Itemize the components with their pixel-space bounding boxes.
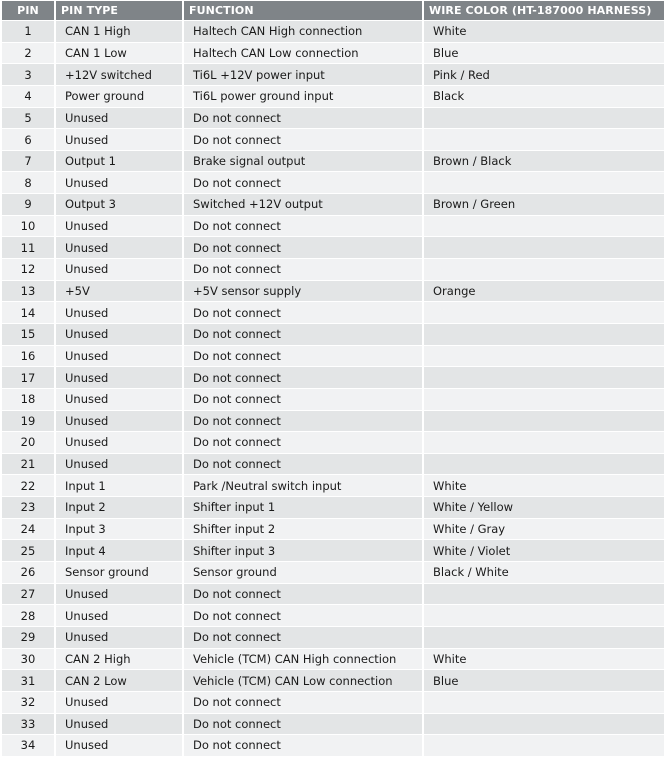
cell-pin-type: Unused bbox=[56, 735, 182, 756]
cell-function: Sensor ground bbox=[184, 562, 422, 583]
cell-pin: 3 bbox=[2, 64, 54, 85]
cell-pin-type: Unused bbox=[56, 367, 182, 388]
cell-pin: 8 bbox=[2, 172, 54, 193]
cell-function: Do not connect bbox=[184, 454, 422, 475]
cell-function: Vehicle (TCM) CAN High connection bbox=[184, 649, 422, 670]
cell-function: Do not connect bbox=[184, 714, 422, 735]
table-row bbox=[2, 389, 664, 410]
cell-function: Do not connect bbox=[184, 237, 422, 258]
cell-wire-color bbox=[424, 454, 664, 475]
cell-pin: 2 bbox=[2, 43, 54, 64]
cell-pin-type: Input 4 bbox=[56, 540, 182, 561]
cell-function: Do not connect bbox=[184, 605, 422, 626]
cell-wire-color bbox=[424, 714, 664, 735]
cell-pin: 18 bbox=[2, 389, 54, 410]
cell-function: Shifter input 3 bbox=[184, 540, 422, 561]
cell-function: Do not connect bbox=[184, 108, 422, 129]
cell-wire-color bbox=[424, 627, 664, 648]
cell-function: Do not connect bbox=[184, 172, 422, 193]
cell-pin: 26 bbox=[2, 562, 54, 583]
cell-wire-color bbox=[424, 324, 664, 345]
cell-wire-color: Brown / Black bbox=[424, 151, 664, 172]
cell-pin: 14 bbox=[2, 302, 54, 323]
cell-wire-color: White / Gray bbox=[424, 519, 664, 540]
cell-wire-color bbox=[424, 735, 664, 756]
cell-wire-color: Black bbox=[424, 86, 664, 107]
cell-pin: 1 bbox=[2, 21, 54, 42]
table-row bbox=[2, 540, 664, 561]
cell-wire-color bbox=[424, 259, 664, 280]
cell-pin: 11 bbox=[2, 237, 54, 258]
cell-function: Brake signal output bbox=[184, 151, 422, 172]
cell-pin-type: Unused bbox=[56, 692, 182, 713]
cell-wire-color bbox=[424, 346, 664, 367]
cell-pin-type: Unused bbox=[56, 584, 182, 605]
table-row bbox=[2, 497, 664, 518]
cell-pin: 16 bbox=[2, 346, 54, 367]
cell-wire-color: White bbox=[424, 649, 664, 670]
cell-pin: 12 bbox=[2, 259, 54, 280]
header-pin-type: PIN TYPE bbox=[56, 1, 182, 20]
table-row bbox=[2, 216, 664, 237]
cell-pin-type: Unused bbox=[56, 411, 182, 432]
cell-function: Do not connect bbox=[184, 692, 422, 713]
table-header bbox=[2, 1, 664, 20]
cell-pin: 22 bbox=[2, 475, 54, 496]
cell-pin-type: Sensor ground bbox=[56, 562, 182, 583]
cell-wire-color bbox=[424, 237, 664, 258]
cell-function: Do not connect bbox=[184, 346, 422, 367]
cell-wire-color bbox=[424, 411, 664, 432]
cell-wire-color: White / Violet bbox=[424, 540, 664, 561]
cell-function: Ti6L +12V power input bbox=[184, 64, 422, 85]
cell-function: Do not connect bbox=[184, 324, 422, 345]
table-row bbox=[2, 475, 664, 496]
cell-pin: 25 bbox=[2, 540, 54, 561]
cell-pin-type: Unused bbox=[56, 259, 182, 280]
table-row bbox=[2, 519, 664, 540]
cell-function: Haltech CAN Low connection bbox=[184, 43, 422, 64]
cell-pin: 28 bbox=[2, 605, 54, 626]
table-row bbox=[2, 562, 664, 583]
cell-pin-type: Unused bbox=[56, 324, 182, 345]
cell-pin-type: +12V switched bbox=[56, 64, 182, 85]
table-row bbox=[2, 605, 664, 626]
table-row bbox=[2, 324, 664, 345]
cell-wire-color bbox=[424, 172, 664, 193]
table-row bbox=[2, 237, 664, 258]
cell-function: Switched +12V output bbox=[184, 194, 422, 215]
cell-pin-type: Unused bbox=[56, 454, 182, 475]
cell-pin: 19 bbox=[2, 411, 54, 432]
table-row bbox=[2, 367, 664, 388]
table-row bbox=[2, 649, 664, 670]
cell-pin-type: Unused bbox=[56, 302, 182, 323]
cell-pin-type: CAN 2 High bbox=[56, 649, 182, 670]
cell-wire-color bbox=[424, 129, 664, 150]
cell-wire-color bbox=[424, 108, 664, 129]
cell-wire-color: Blue bbox=[424, 670, 664, 691]
cell-pin: 10 bbox=[2, 216, 54, 237]
table-row bbox=[2, 346, 664, 367]
table-row bbox=[2, 584, 664, 605]
cell-function: Do not connect bbox=[184, 367, 422, 388]
cell-pin-type: Unused bbox=[56, 216, 182, 237]
cell-pin: 15 bbox=[2, 324, 54, 345]
cell-function: Do not connect bbox=[184, 302, 422, 323]
cell-wire-color bbox=[424, 367, 664, 388]
cell-pin: 27 bbox=[2, 584, 54, 605]
cell-pin-type: Unused bbox=[56, 389, 182, 410]
cell-function: Do not connect bbox=[184, 735, 422, 756]
table-row bbox=[2, 194, 664, 215]
table-row bbox=[2, 714, 664, 735]
table-row bbox=[2, 735, 664, 756]
table-row bbox=[2, 151, 664, 172]
table-row bbox=[2, 43, 664, 64]
cell-wire-color bbox=[424, 389, 664, 410]
cell-pin-type: Input 1 bbox=[56, 475, 182, 496]
cell-pin-type: Unused bbox=[56, 605, 182, 626]
table-row bbox=[2, 692, 664, 713]
cell-function: Shifter input 1 bbox=[184, 497, 422, 518]
cell-pin-type: CAN 2 Low bbox=[56, 670, 182, 691]
cell-pin-type: Output 1 bbox=[56, 151, 182, 172]
cell-pin-type: Power ground bbox=[56, 86, 182, 107]
table-row bbox=[2, 259, 664, 280]
cell-function: Do not connect bbox=[184, 259, 422, 280]
cell-pin-type: Input 3 bbox=[56, 519, 182, 540]
cell-wire-color: Black / White bbox=[424, 562, 664, 583]
cell-pin: 13 bbox=[2, 281, 54, 302]
cell-pin-type: Unused bbox=[56, 172, 182, 193]
cell-wire-color: White / Yellow bbox=[424, 497, 664, 518]
header-pin: PIN bbox=[2, 1, 54, 20]
cell-pin-type: Unused bbox=[56, 237, 182, 258]
cell-wire-color: Pink / Red bbox=[424, 64, 664, 85]
table-row bbox=[2, 281, 664, 302]
cell-pin-type: CAN 1 Low bbox=[56, 43, 182, 64]
cell-wire-color: White bbox=[424, 475, 664, 496]
cell-pin: 31 bbox=[2, 670, 54, 691]
cell-pin: 17 bbox=[2, 367, 54, 388]
cell-function: Do not connect bbox=[184, 432, 422, 453]
table-row bbox=[2, 454, 664, 475]
cell-wire-color bbox=[424, 584, 664, 605]
cell-pin: 33 bbox=[2, 714, 54, 735]
cell-wire-color bbox=[424, 692, 664, 713]
cell-function: Haltech CAN High connection bbox=[184, 21, 422, 42]
table-row bbox=[2, 670, 664, 691]
cell-function: Ti6L power ground input bbox=[184, 86, 422, 107]
cell-function: +5V sensor supply bbox=[184, 281, 422, 302]
cell-pin: 5 bbox=[2, 108, 54, 129]
cell-function: Park /Neutral switch input bbox=[184, 475, 422, 496]
cell-pin: 4 bbox=[2, 86, 54, 107]
table-row bbox=[2, 21, 664, 42]
cell-pin-type: Unused bbox=[56, 108, 182, 129]
cell-pin: 32 bbox=[2, 692, 54, 713]
cell-function: Vehicle (TCM) CAN Low connection bbox=[184, 670, 422, 691]
cell-pin: 24 bbox=[2, 519, 54, 540]
cell-pin-type: Unused bbox=[56, 346, 182, 367]
cell-pin: 7 bbox=[2, 151, 54, 172]
header-row bbox=[2, 1, 664, 20]
cell-wire-color: Blue bbox=[424, 43, 664, 64]
table-row bbox=[2, 129, 664, 150]
cell-pin-type: Unused bbox=[56, 432, 182, 453]
cell-wire-color bbox=[424, 605, 664, 626]
cell-function: Do not connect bbox=[184, 129, 422, 150]
cell-pin: 34 bbox=[2, 735, 54, 756]
cell-pin-type: Unused bbox=[56, 714, 182, 735]
table-row bbox=[2, 627, 664, 648]
cell-wire-color: Orange bbox=[424, 281, 664, 302]
cell-pin-type: Output 3 bbox=[56, 194, 182, 215]
cell-function: Shifter input 2 bbox=[184, 519, 422, 540]
table-row bbox=[2, 64, 664, 85]
table-row bbox=[2, 172, 664, 193]
table-row bbox=[2, 432, 664, 453]
cell-pin-type: Unused bbox=[56, 129, 182, 150]
cell-wire-color: White bbox=[424, 21, 664, 42]
cell-wire-color bbox=[424, 302, 664, 323]
table-row bbox=[2, 108, 664, 129]
cell-pin-type: Unused bbox=[56, 627, 182, 648]
cell-function: Do not connect bbox=[184, 216, 422, 237]
cell-function: Do not connect bbox=[184, 627, 422, 648]
cell-wire-color bbox=[424, 216, 664, 237]
table-row bbox=[2, 86, 664, 107]
cell-wire-color: Brown / Green bbox=[424, 194, 664, 215]
cell-pin: 21 bbox=[2, 454, 54, 475]
cell-pin-type: +5V bbox=[56, 281, 182, 302]
header-function: FUNCTION bbox=[184, 1, 422, 20]
cell-pin: 23 bbox=[2, 497, 54, 518]
cell-pin: 6 bbox=[2, 129, 54, 150]
table-body bbox=[2, 21, 664, 756]
cell-pin-type: CAN 1 High bbox=[56, 21, 182, 42]
cell-wire-color bbox=[424, 432, 664, 453]
cell-pin-type: Input 2 bbox=[56, 497, 182, 518]
cell-pin: 20 bbox=[2, 432, 54, 453]
table-row bbox=[2, 302, 664, 323]
cell-pin: 29 bbox=[2, 627, 54, 648]
cell-pin: 30 bbox=[2, 649, 54, 670]
cell-pin: 9 bbox=[2, 194, 54, 215]
cell-function: Do not connect bbox=[184, 389, 422, 410]
cell-function: Do not connect bbox=[184, 584, 422, 605]
header-wire-color: WIRE COLOR (HT-187000 HARNESS) bbox=[424, 1, 664, 20]
cell-function: Do not connect bbox=[184, 411, 422, 432]
table-row bbox=[2, 411, 664, 432]
